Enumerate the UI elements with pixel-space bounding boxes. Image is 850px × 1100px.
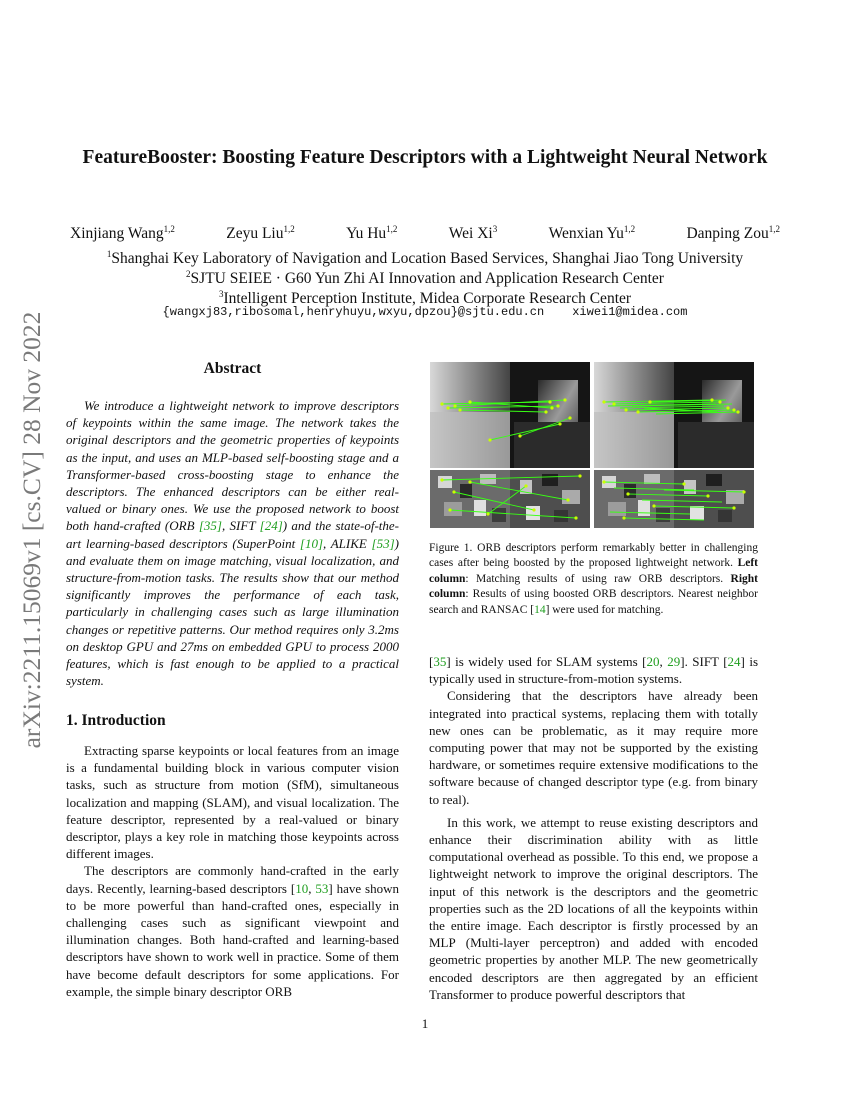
text-run: We introduce a lightweight network to improve descriptors of keypoints within the same image. The network takes the original descriptors and the geometric properties of keypoints as the input, and uses an MLP-based self-boosting stage and a Transformer-based cross-boosting stage to enhance the descriptors. The enhanced descriptors can be either real-valued or binary ones. We use the proposed network to boost both hand-crafted (ORB (66, 398, 399, 534)
author: Danping Zou$^{1,2}$ (686, 224, 780, 243)
text-run: , (308, 880, 316, 896)
intro-paragraph-4 (429, 814, 758, 1003)
intro-paragraph-continued (429, 653, 758, 687)
abstract-body (66, 397, 399, 689)
paper-title: FeatureBooster: Boosting Feature Descriptors with a Lightweight Neural Network (82, 147, 768, 168)
citation-link[interactable]: [35] (198, 518, 222, 534)
abstract-paragraph (66, 397, 399, 689)
citation-link[interactable]: 20 (646, 654, 660, 669)
author: Zeyu Liu$^{1,2}$ (226, 224, 295, 243)
author-list (70, 224, 780, 243)
text-run: The descriptors are commonly hand-crafted in the early days. Recently, learning-based descriptors [ (66, 863, 399, 896)
figure-boosted-orb-pattern (594, 470, 754, 528)
figure-boosted-orb-building (594, 362, 754, 468)
citation-link[interactable]: 53 (315, 880, 329, 896)
citation-link[interactable]: [53] (371, 535, 395, 551)
citation-link[interactable]: [10] (299, 535, 324, 551)
text-run: Considering that the descriptors have already been integrated into practical systems, replacing them with totally new ones can be problematic, as it may require more computing power that may not be supported by the existing hardware, or sometimes require extensive modifications to the software because of changed descriptor type (e.g. from binary to real). (429, 688, 758, 807)
author-emails (70, 305, 780, 319)
text-run: ) and evaluate them on image matching, visual localization, and structure-from-motion tasks. The results show that our method significantly improves the performance of each task, particularly in challenging cases such as large illumination changes or repetitive patterns. Our method requires only 3.2ms on desktop GPU and 27ms on embedded GPU to process 2000 features, which is fast enough to be applied to a practical system. (66, 535, 399, 689)
author: Yu Hu$^{1,2}$ (346, 224, 398, 243)
figure-raw-orb-building (430, 362, 590, 468)
affiliation: $^1$Shanghai Key Laboratory of Navigation and Location Based Services, Shanghai Jiao Tong University (106, 249, 744, 268)
text-run: ] have shown to be more powerful than hand-crafted ones, especially in challenging cases such as significant viewpoint and illumination changes. Both hand-crafted and learning-based descriptors have shown to work well in practice. Some of them have become default descriptors for some applications. For example, the simple binary descriptor ORB (66, 880, 399, 999)
affiliation: $^3$Intelligent Perception Institute, Midea Corporate Research Center (218, 289, 632, 308)
text-run: In this work, we attempt to reuse existing descriptors and enhance their discrimination ability with as little computational overhead as possible. To this end, we propose a lightweight network to improve the original descriptors. The input of this network is the descriptors and the geometric properties such as the 2D locations of all the keypoints within the entire image. Each descriptor is firstly processed by an MLP (Multi-layer perceptron) and added with encoded geometric properties by another MLP. The new geometrically encoded descriptors are then aggregated by an efficient Transformer to produce powerful descriptors that (429, 814, 758, 1002)
text-run: , ALIKE (323, 535, 372, 551)
figure-raw-orb-pattern (430, 470, 590, 528)
author: Wei Xi$^3$ (448, 224, 498, 243)
figure-caption: Figure 1. ORB descriptors perform remarkably better in challenging cases after being boosted by the proposed lightweight network. Left column: Matching results of using raw ORB descriptors. Right column: Results of using boosted ORB descriptors. Nearest neighbor search and RANSAC [14] were used for matching. (429, 542, 759, 616)
citation-link[interactable]: 24 (727, 654, 741, 669)
arxiv-identifier-text: arXiv:2211.15069v1 [cs.CV] 28 Nov 2022 (17, 311, 46, 749)
affiliation: $^2$SJTU SEIEE · G60 Yun Zhi AI Innovation and Application Research Center (186, 269, 664, 288)
text-run: ]. SIFT [ (680, 654, 728, 669)
text-run: Extracting sparse keypoints or local features from an image is a fundamental building block in various computer vision tasks, such as structure from motion (SfM), simultaneous localization and mapping (SLAM), and visual localization. The feature descriptor, represented by a real-valued or binary descriptor, plays a key role in matching those keypoints across different images. (66, 743, 399, 862)
citation-link[interactable]: 35 (433, 654, 447, 669)
text-run: ] is widely used for SLAM systems [ (446, 654, 647, 669)
citation-link[interactable]: 29 (667, 654, 681, 669)
introduction-body (66, 742, 399, 1000)
intro-paragraph-2 (66, 862, 399, 1000)
email-midea: xiwei1@midea.com (572, 305, 688, 319)
citation-link[interactable]: [24] (259, 518, 283, 534)
author: Wenxian Yu$^{1,2}$ (548, 224, 636, 243)
arxiv-identifier (7, 290, 57, 770)
text-run: ) and the state-of-the-art learning-based descriptors (SuperPoint (66, 518, 399, 551)
text-run: ] is typically used in structure-from-motion systems. (429, 654, 759, 687)
page-number: 1 (421, 1016, 429, 1031)
introduction-heading: 1. Introduction (66, 712, 166, 729)
text-run: , (659, 654, 668, 669)
text-run: [ (429, 654, 434, 669)
abstract-heading: Abstract (203, 360, 262, 377)
email-sjtu: {wangxj83,ribosomal,henryhuyu,wxyu,dpzou}@sjtu.edu.cn (162, 305, 545, 319)
text-run: , SIFT (221, 518, 260, 534)
citation-link[interactable]: 10 (295, 880, 309, 896)
intro-paragraph-1 (66, 742, 399, 862)
author: Xinjiang Wang$^{1,2}$ (70, 224, 175, 243)
right-column-body (429, 653, 758, 1003)
intro-paragraph-3 (429, 687, 758, 807)
